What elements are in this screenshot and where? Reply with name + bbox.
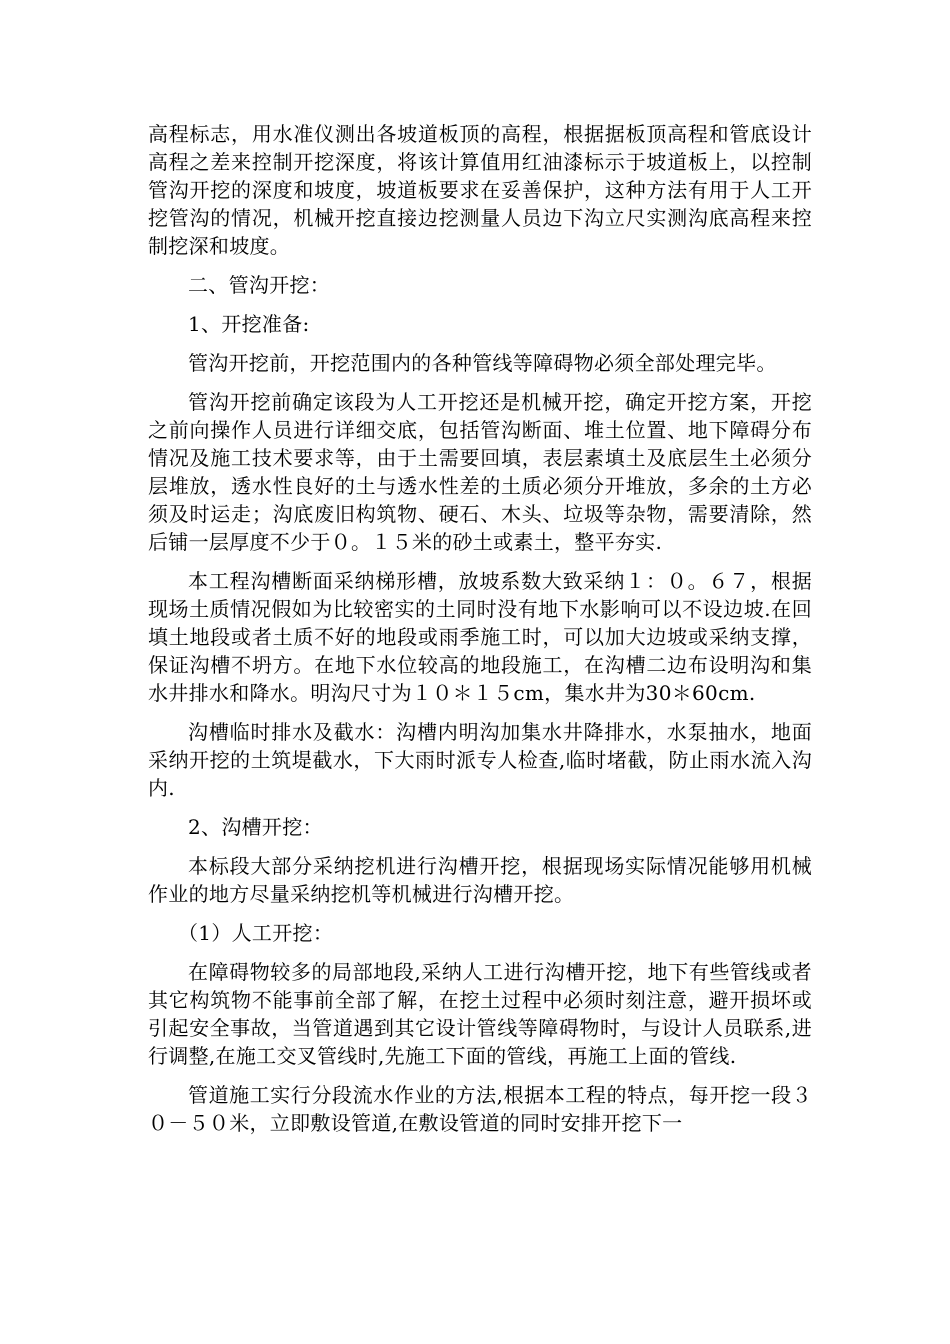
paragraph-manual-excavation: 在障碍物较多的局部地段,采纳人工进行沟槽开挖，地下有些管线或者其它构筑物不能事前全部了解，在挖土过程中必须时刻注意，避开损坏或引起安全事故，当管道遇到其它设计管线等障碍物时，与设计人员联系,进行调整,在施工交叉管线时,先施工下面的管线，再施工上面的管线. <box>148 960 812 1068</box>
paragraph-staged-construction: 管道施工实行分段流水作业的方法,根据本工程的特点，每开挖一段３０－５０米，立即敷设管道,在敷设管道的同时安排开挖下一 <box>148 1083 812 1135</box>
paragraph-elevation-control: 高程标志，用水准仪测出各坡道板顶的高程，根据据板顶高程和管底设计高程之差来控制开挖深度，将该计算值用红油漆标示于坡道板上，以控制管沟开挖的深度和坡度，坡道板要求在妥善保护，这种方法有用于人工开挖管沟的情况，机械开挖直接边挖测量人员边下沟立尺实测沟底高程来控制挖深和坡度。 <box>148 122 812 258</box>
subsection-heading-manual-excavation: （1）人工开挖： <box>178 921 334 945</box>
subsection-heading-preparation: 1、开挖准备: <box>188 312 310 336</box>
paragraph-obstacle-removal: 管沟开挖前，开挖范围内的各种管线等障碍物必须全部处理完毕。 <box>188 351 777 375</box>
paragraph-drainage: 沟槽临时排水及截水：沟槽内明沟加集水井降排水，水泵抽水，地面采纳开挖的土筑堤截水，下大雨时派专人检查,临时堵截，防止雨水流入沟内. <box>148 720 812 800</box>
section-heading-trench-excavation: 二、管沟开挖： <box>188 273 331 297</box>
document-page <box>148 120 812 1148</box>
subsection-heading-trench-digging: 2、沟槽开挖： <box>188 815 323 839</box>
paragraph-trench-section: 本工程沟槽断面采纳梯形槽，放坡系数大致采纳１：０。６７，根据现场土质情况假如为比较密实的土同时没有地下水影响可以不设边坡.在回填土地段或者土质不好的地段或雨季施工时，可以加大边坡或采纳支撑，保证沟槽不坍方。在地下水位较高的地段施工，在沟槽二边布设明沟和集水井排水和降水。明沟尺寸为１０＊１５cm，集水井为30＊60cm. <box>148 569 812 705</box>
paragraph-machine-excavation: 本标段大部分采纳挖机进行沟槽开挖，根据现场实际情况能够用机械作业的地方尽量采纳挖机等机械进行沟槽开挖。 <box>148 854 812 906</box>
paragraph-excavation-plan: 管沟开挖前确定该段为人工开挖还是机械开挖，确定开挖方案，开挖之前向操作人员进行详细交底，包括管沟断面、堆土位置、地下障碍分布情况及施工技术要求等，由于土需要回填，表层素填土及底层生土必须分层堆放，透水性良好的土与透水性差的土质必须分开堆放，多余的土方必须及时运走；沟底废旧构筑物、硬石、木头、垃圾等杂物，需要清除，然后铺一层厚度不少于０。１５米的砂土或素土，整平夯实. <box>148 390 812 554</box>
